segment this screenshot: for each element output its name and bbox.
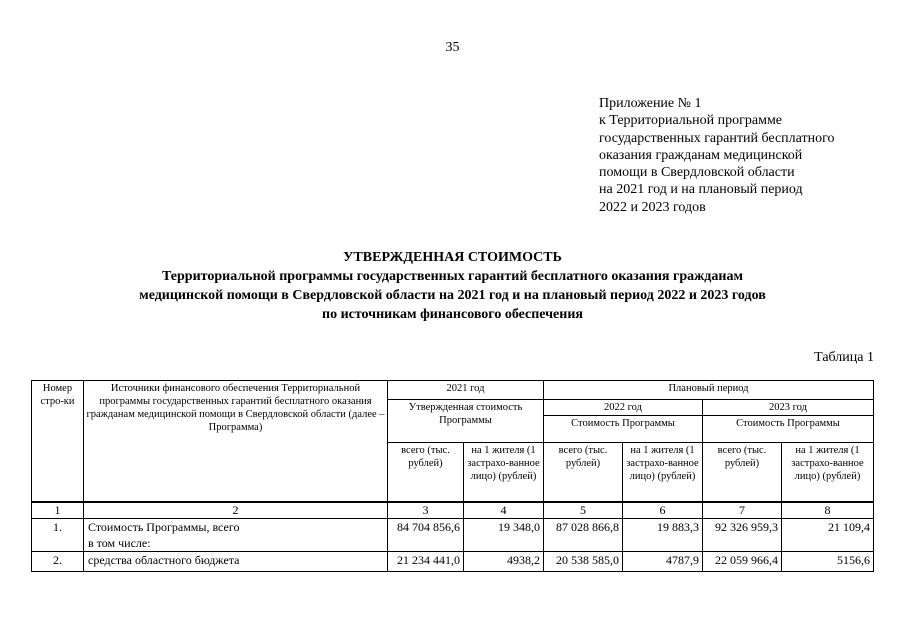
cost-table-body: [31, 501, 874, 572]
column-number: 4: [464, 502, 544, 519]
header-planned-period: Плановый период: [544, 381, 874, 400]
value-total-2023: 92 326 959,3: [703, 519, 782, 552]
header-per-person-2021: на 1 жителя (1 застрахо-ванное лицо) (рублей): [464, 443, 544, 503]
cost-table-header: [31, 380, 874, 503]
value-total-2022: 87 028 866,8: [544, 519, 623, 552]
title-line: УТВЕРЖДЕННАЯ СТОИМОСТЬ: [343, 250, 562, 265]
header-program-cost-2022: Стоимость Программы: [544, 416, 703, 443]
header-year-2021: 2021 год: [388, 381, 544, 400]
appendix-line: 2022 и 2023 годов: [599, 199, 706, 215]
value-per-person-2021: 4938,2: [464, 552, 544, 572]
column-number: 1: [32, 502, 84, 519]
appendix-line: оказания гражданам медицинской: [599, 147, 803, 163]
header-total-2021: всего (тыс. рублей): [388, 443, 464, 503]
title-line: по источникам финансового обеспечения: [322, 307, 583, 322]
document-title: [0, 248, 905, 324]
appendix-line: Приложение № 1: [599, 96, 702, 111]
header-program-cost-2023: Стоимость Программы: [703, 416, 874, 443]
row-number: 1.: [32, 519, 84, 552]
column-number: 5: [544, 502, 623, 519]
row-label: [84, 519, 388, 552]
column-number: 8: [782, 502, 874, 519]
header-year-2022: 2022 год: [544, 400, 703, 416]
header-per-person-2022: на 1 жителя (1 застрахо-ванное лицо) (рублей): [623, 443, 703, 503]
column-number: 3: [388, 502, 464, 519]
column-number: 7: [703, 502, 782, 519]
appendix-line: помощи в Свердловской области: [599, 165, 795, 181]
header-sources: Источники финансового обеспечения Территориальной программы государственных гарантий бесплатного оказания гражданам медицинской помощи в Свердловской области (далее – Программа): [84, 381, 388, 503]
row-sublabel-text: в том числе:: [88, 536, 151, 550]
value-total-2021: 84 704 856,6: [388, 519, 464, 552]
column-numbers-row: [32, 502, 874, 519]
row-label: средства областного бюджета: [84, 552, 388, 572]
value-per-person-2021: 19 348,0: [464, 519, 544, 552]
value-per-person-2023: 21 109,4: [782, 519, 874, 552]
value-per-person-2022: 19 883,3: [623, 519, 703, 552]
row-number: 2.: [32, 552, 84, 572]
header-per-person-2023: на 1 жителя (1 застрахо-ванное лицо) (рублей): [782, 443, 874, 503]
header-row-number: Номер стро-ки: [32, 381, 84, 503]
header-year-2023: 2023 год: [703, 400, 874, 416]
appendix-line: к Территориальной программе: [599, 113, 783, 129]
title-line: Территориальной программы государственных гарантий бесплатного оказания гражданам: [162, 269, 743, 284]
title-line: медицинской помощи в Свердловской области на 2021 год и на плановый период 2022 и 2023 годов: [139, 288, 766, 303]
appendix-line: на 2021 год и на плановый период: [599, 182, 803, 198]
header-total-2022: всего (тыс. рублей): [544, 443, 623, 503]
column-number: 6: [623, 502, 703, 519]
value-total-2023: 22 059 966,4: [703, 552, 782, 572]
table-label: Таблица 1: [814, 350, 874, 365]
appendix-note: [599, 95, 835, 216]
value-total-2021: 21 234 441,0: [388, 552, 464, 572]
column-number: 2: [84, 502, 388, 519]
header-total-2023: всего (тыс. рублей): [703, 443, 782, 503]
value-per-person-2022: 4787,9: [623, 552, 703, 572]
appendix-line: государственных гарантий бесплатного: [599, 130, 835, 146]
page-number: 35: [445, 40, 460, 55]
value-total-2022: 20 538 585,0: [544, 552, 623, 572]
value-per-person-2023: 5156,6: [782, 552, 874, 572]
table-row: [32, 552, 874, 572]
row-label-text: Стоимость Программы, всего: [88, 520, 240, 534]
header-approved-cost: Утвержденная стоимость Программы: [388, 400, 544, 443]
table-row: [32, 519, 874, 552]
